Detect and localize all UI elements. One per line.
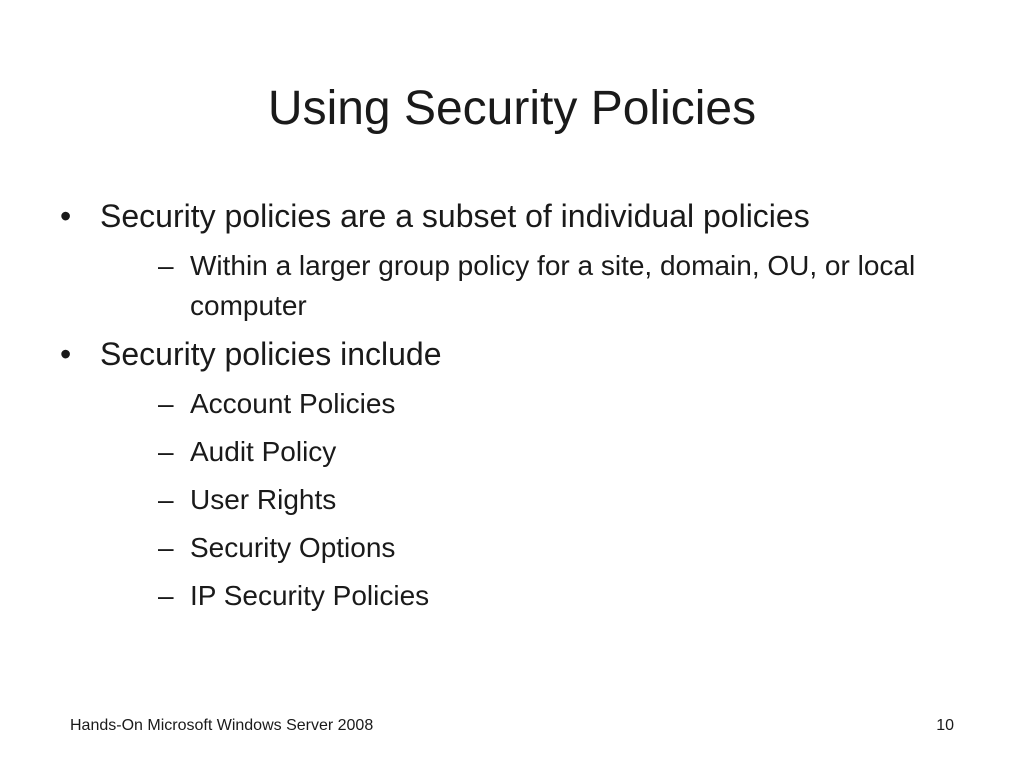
sub-bullet-text: Security Options [190, 532, 396, 563]
sub-bullet-text: Account Policies [190, 388, 396, 419]
bullet-item [56, 194, 976, 326]
sub-bullet-item [100, 246, 976, 326]
sub-bullet-text: Audit Policy [190, 436, 337, 467]
page-number: 10 [936, 717, 954, 734]
sub-bullet-text: IP Security Policies [190, 580, 430, 611]
bullet-marker: • [60, 336, 72, 372]
sub-bullet-list [100, 384, 976, 616]
sub-bullet-item [100, 384, 976, 424]
sub-bullet-item [100, 576, 976, 616]
bullet-item [56, 332, 976, 616]
footer-source: Hands-On Microsoft Windows Server 2008 [70, 717, 374, 734]
sub-bullet-text: Within a larger group policy for a site, domain, OU, or local computer [190, 250, 916, 321]
bullet-marker: • [60, 198, 72, 234]
dash-marker: – [158, 250, 174, 281]
dash-marker: – [158, 484, 174, 515]
dash-marker: – [158, 388, 174, 419]
bullet-text: Security policies include [100, 336, 442, 372]
bullet-list [56, 194, 976, 622]
dash-marker: – [158, 532, 174, 563]
dash-marker: – [158, 580, 174, 611]
bullet-text: Security policies are a subset of individual policies [100, 198, 810, 234]
sub-bullet-item [100, 432, 976, 472]
sub-bullet-list [100, 246, 976, 326]
sub-bullet-item [100, 528, 976, 568]
slide-title: Using Security Policies [267, 82, 757, 135]
sub-bullet-item [100, 480, 976, 520]
sub-bullet-text: User Rights [190, 484, 337, 515]
dash-marker: – [158, 436, 174, 467]
